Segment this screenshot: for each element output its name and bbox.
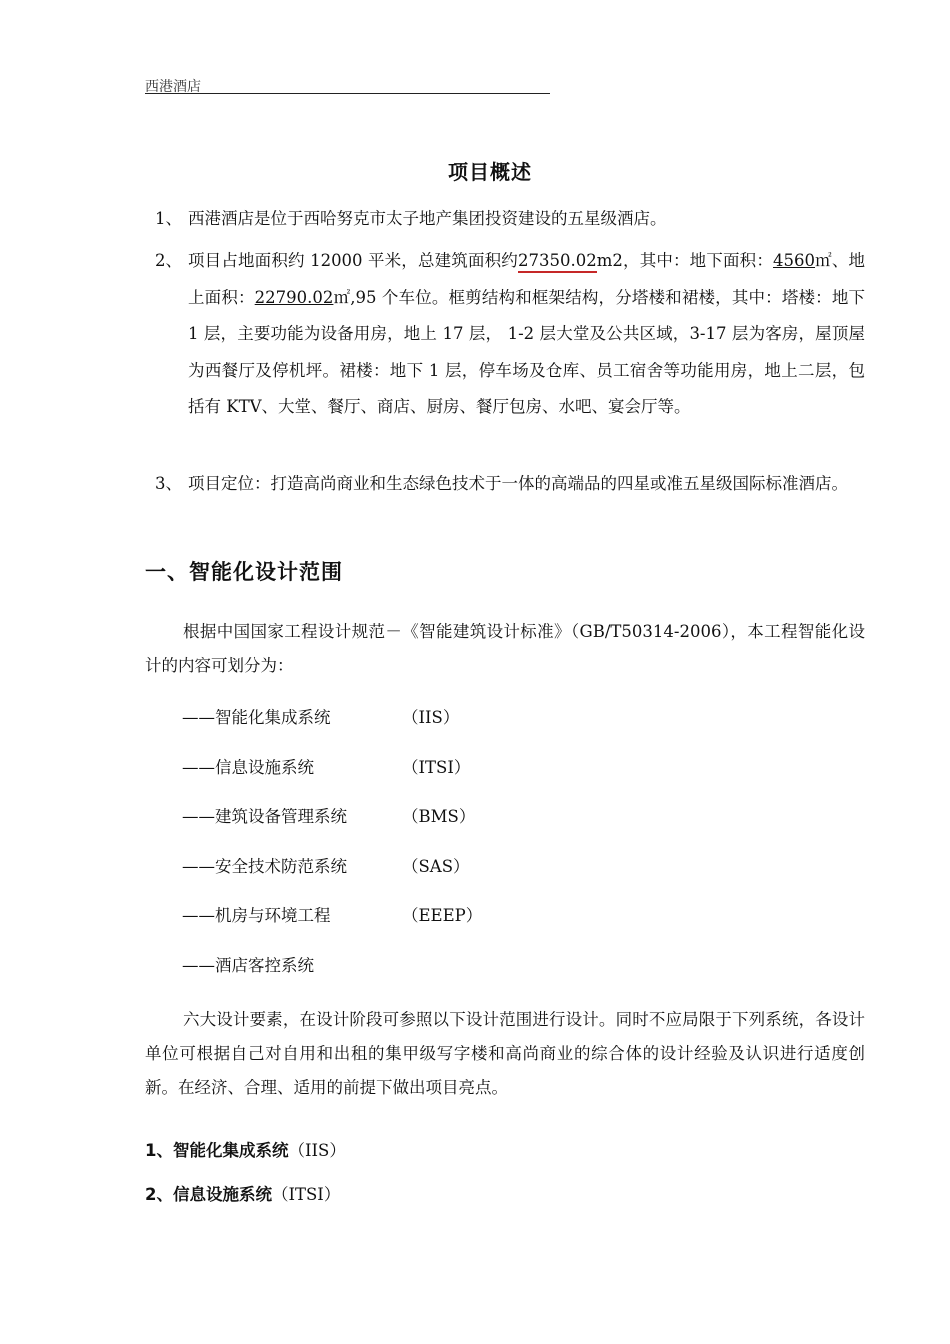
overview-item-3	[145, 466, 865, 502]
item-number: 1、	[155, 209, 182, 228]
underground-area-value: 4560	[773, 251, 816, 270]
system-name: ——建筑设备管理系统	[182, 807, 347, 826]
system-item	[182, 955, 402, 977]
summary-paragraph: 六大设计要素，在设计阶段可参照以下设计范围进行设计。同时不应局限于下列系统，各设计单位可根据自己对自用和出租的集甲级写字楼和高尚商业的综合体的设计经验及认识进行适度创新。在经济、合理、适用的前提下做出项目亮点。	[145, 1010, 865, 1097]
text-run: ㎡、地上面积：	[188, 251, 866, 307]
system-name: ——信息设施系统	[182, 758, 314, 777]
system-item	[182, 806, 475, 828]
total-area-value: 27350.02	[518, 251, 597, 273]
text-run: 项目占地面积约 12000 平米，总建筑面积约	[188, 251, 518, 270]
system-item	[182, 707, 459, 729]
system-abbr: （ITSI）	[402, 758, 471, 777]
system-name: ——机房与环境工程	[182, 906, 331, 925]
subsection-abbr: （IIS）	[288, 1141, 346, 1160]
subsection-heading	[145, 1184, 340, 1206]
system-name: ——酒店客控系统	[182, 956, 314, 975]
system-item	[182, 905, 482, 927]
page-title: 项目概述	[448, 160, 532, 184]
overview-item-1	[145, 204, 865, 234]
system-item	[182, 757, 470, 779]
subsection-label: 2、信息设施系统	[145, 1185, 272, 1204]
system-item	[182, 856, 470, 878]
system-abbr: （IIS）	[402, 708, 460, 727]
subsection-heading	[145, 1140, 346, 1162]
system-abbr: （SAS）	[402, 857, 470, 876]
system-name: ——安全技术防范系统	[182, 857, 347, 876]
subsection-label: 1、智能化集成系统	[145, 1141, 289, 1160]
intro-paragraph: 根据中国国家工程设计规范－《智能建筑设计标准》（GB/T50314-2006），本工程智能化设计的内容可划分为：	[145, 622, 865, 675]
item-text	[188, 243, 865, 426]
system-abbr: （EEEP）	[402, 906, 483, 925]
system-abbr: （BMS）	[402, 807, 476, 826]
item-number: 2、	[155, 251, 182, 270]
subsection-abbr: （ITSI）	[271, 1185, 341, 1204]
item-text: 项目定位：打造高尚商业和生态绿色技术于一体的高端品的四星或准五星级国际标准酒店。	[188, 474, 848, 493]
unit-text: m2	[596, 251, 623, 270]
system-name: ——智能化集成系统	[182, 708, 331, 727]
item-text: 西港酒店是位于西哈努克市太子地产集团投资建设的五星级酒店。	[188, 209, 667, 228]
page-header	[145, 76, 550, 94]
item-number: 3、	[155, 474, 182, 493]
overview-item-2	[145, 243, 865, 426]
text-run: ㎡,95 个车位。框剪结构和框架结构，分塔楼和裙楼，其中：塔楼：地下 1 层，主要功能为设备用房，地上 17 层， 1-2 层大堂及公共区域，3-17 层为客房，屋顶屋为西餐厅及停机坪。裙楼：地下 1 层，停车场及仓库、员工宿舍等功能用房，地上二层，包括有 KTV、大堂、餐厅、商店、厨房、餐厅包房、水吧、宴会厅等。	[188, 287, 865, 417]
aboveground-area-value: 22790.02	[254, 287, 334, 307]
header-text: 西港酒店	[145, 79, 201, 95]
text-run: ，其中：地下面积：	[622, 251, 774, 270]
section-heading: 一、智能化设计范围	[145, 560, 343, 584]
